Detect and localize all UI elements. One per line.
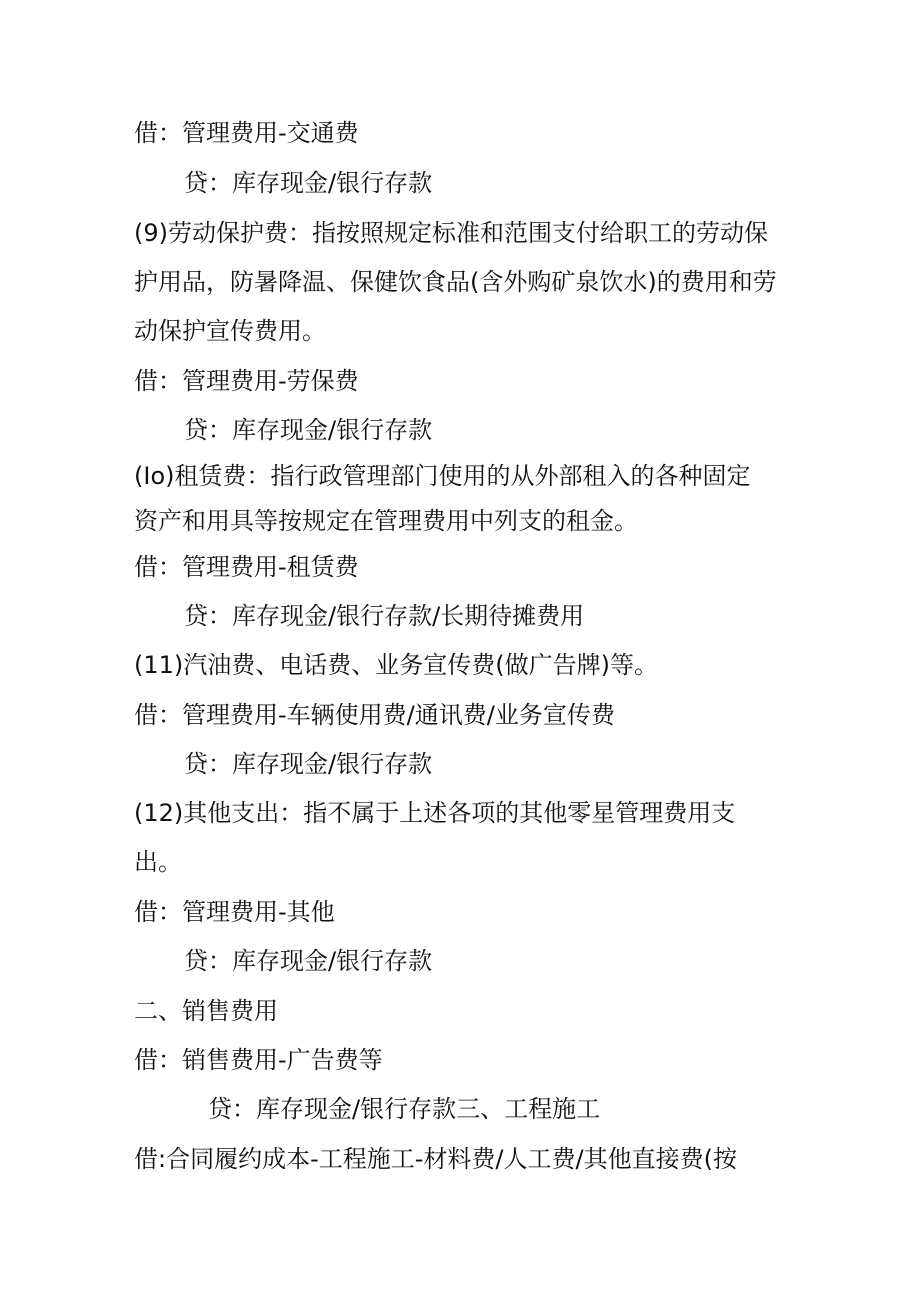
debit-entry-labor-protection: 借：管理费用-劳保费 bbox=[134, 367, 359, 395]
credit-entry-cash-bank: 贷：库存现金/银行存款 bbox=[184, 750, 433, 778]
credit-entry-cash-bank: 贷：库存现金/银行存款 bbox=[184, 169, 433, 197]
section-heading-sales-expenses: 二、销售费用 bbox=[134, 997, 278, 1025]
credit-entry-cash-bank: 贷：库存现金/银行存款 bbox=[184, 416, 433, 444]
debit-entry-transport: 借：管理费用-交通费 bbox=[134, 119, 359, 147]
debit-entry-other: 借：管理费用-其他 bbox=[134, 898, 335, 926]
debit-entry-sales-advertising: 借：销售费用-广告费等 bbox=[134, 1046, 383, 1074]
debit-entry-vehicle-communication-publicity: 借：管理费用-车辆使用费/通讯费/业务宣传费 bbox=[134, 701, 615, 729]
credit-entry-cash-bank: 贷：库存现金/银行存款 bbox=[184, 947, 433, 975]
debit-entry-rental: 借：管理费用-租赁费 bbox=[134, 553, 359, 581]
paragraph-labor-protection-line-1: (9)劳动保护费：指按照规定标准和范围支付给职工的劳动保 bbox=[134, 219, 768, 247]
credit-entry-cash-bank-and-heading-engineering: 贷：库存现金/银行存款三、工程施工 bbox=[208, 1095, 601, 1123]
paragraph-other-expenses-line-2: 出。 bbox=[134, 848, 182, 876]
paragraph-labor-protection-line-3: 动保护宣传费用。 bbox=[134, 317, 326, 345]
paragraph-rental-line-2: 资产和用具等按规定在管理费用中列支的租金。 bbox=[134, 507, 638, 535]
paragraph-labor-protection-line-2: 护用品，防暑降温、保健饮食品(含外购矿泉饮水)的费用和劳 bbox=[134, 268, 777, 296]
paragraph-fuel-phone-publicity: (11)汽油费、电话费、业务宣传费(做广告牌)等。 bbox=[134, 651, 658, 679]
paragraph-rental-line-1: (Io)租赁费：指行政管理部门使用的从外部租入的各种固定 bbox=[134, 462, 751, 490]
debit-entry-contract-cost: 借:合同履约成本-工程施工-材料费/人工费/其他直接费(按 bbox=[134, 1145, 737, 1173]
paragraph-other-expenses-line-1: (12)其他支出：指不属于上述各项的其他零星管理费用支 bbox=[134, 799, 736, 827]
credit-entry-cash-bank-prepaid: 贷：库存现金/银行存款/长期待摊费用 bbox=[184, 602, 585, 630]
